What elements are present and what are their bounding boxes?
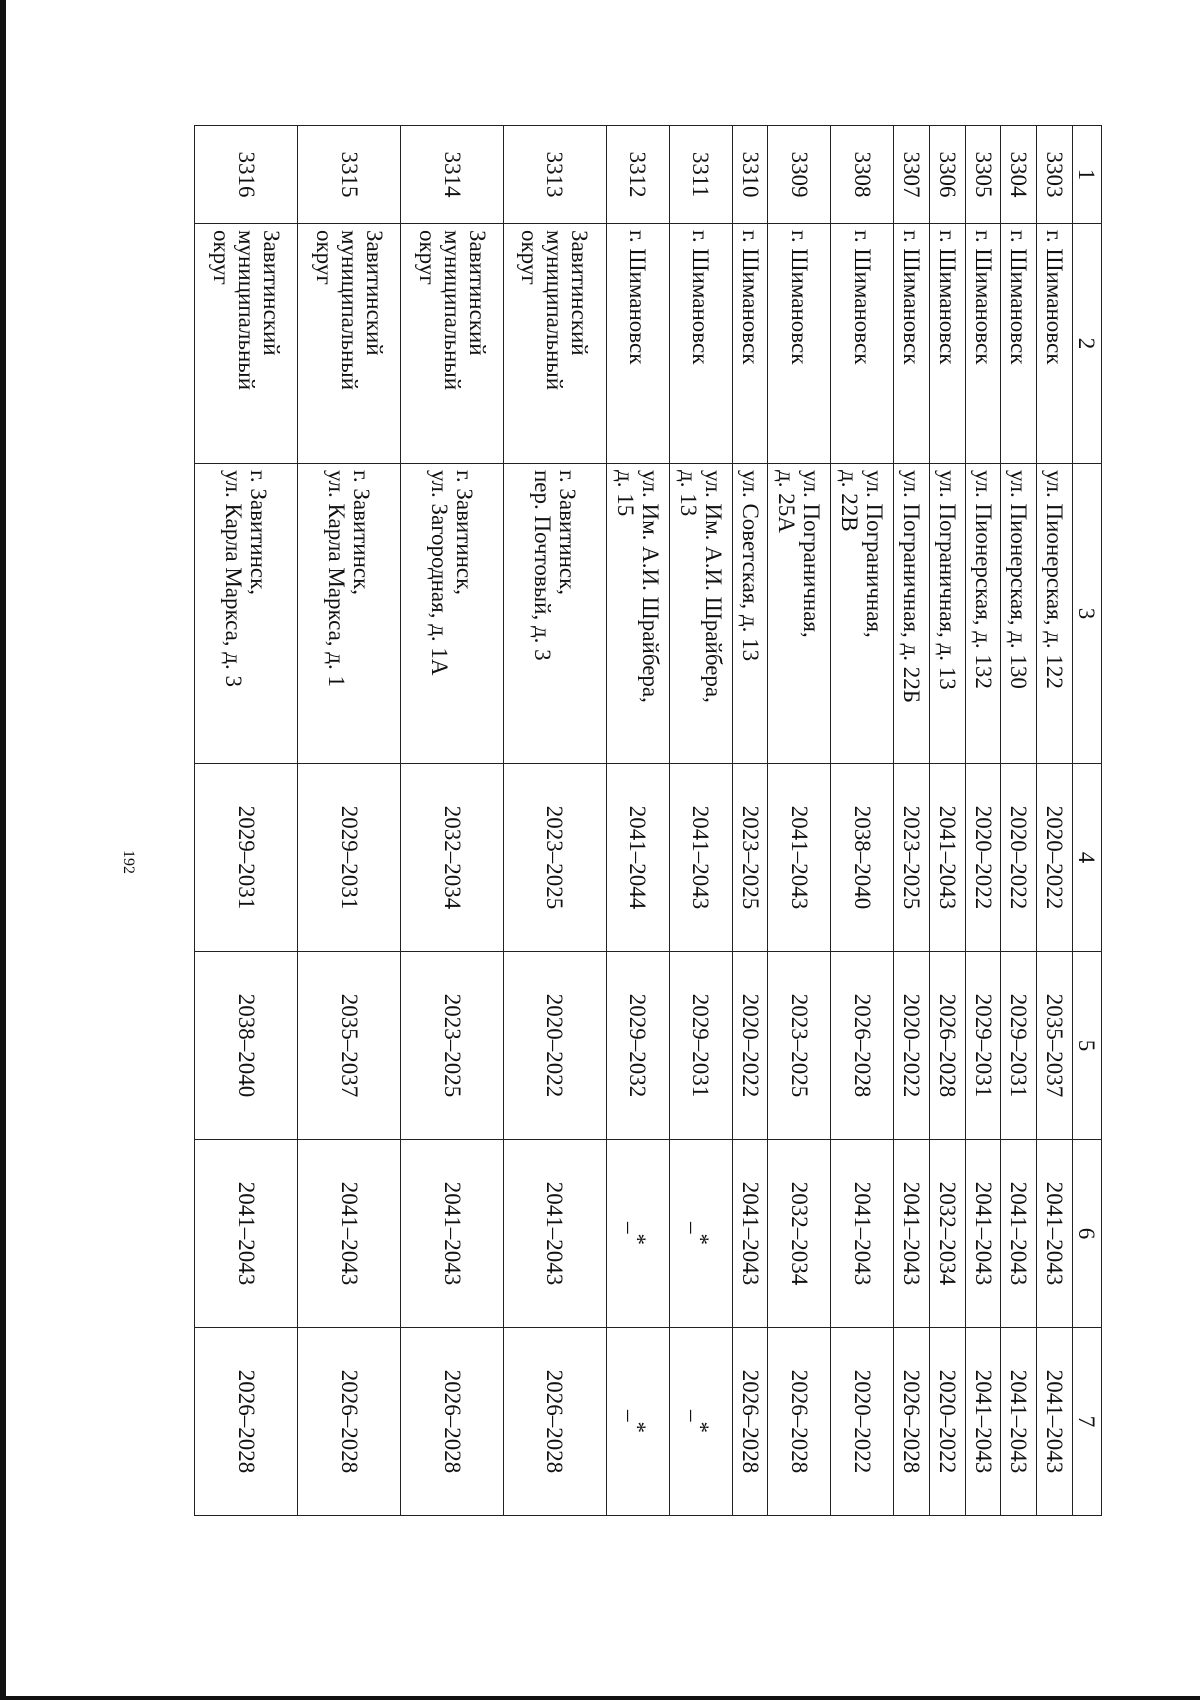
table-row: [929, 126, 965, 1516]
period-col-6: _*: [669, 1140, 732, 1328]
row-number: 3308: [831, 126, 894, 224]
address-line: д. 13: [675, 470, 701, 517]
address-cell: [768, 464, 831, 764]
municipality-line: муниципальный: [336, 230, 362, 391]
municipality-line: г. Шимановск: [849, 230, 875, 365]
municipality-line: г. Шимановск: [970, 230, 996, 365]
period-col-5: 2035–2037: [1037, 952, 1073, 1140]
period-col-5: 2020–2022: [894, 952, 930, 1140]
period-col-4: 2032–2034: [401, 764, 504, 952]
period-col-6: 2041–2043: [894, 1140, 930, 1328]
table-row: [298, 126, 401, 1516]
period-col-6: 2041–2043: [965, 1140, 1001, 1328]
address-line: ул. Им. А.И. Шрайбера,: [637, 470, 663, 703]
municipality-line: г. Шимановск: [625, 230, 651, 365]
period-col-6: 2041–2043: [1001, 1140, 1037, 1328]
period-col-7: 2041–2043: [1001, 1328, 1037, 1516]
municipality-line: округ: [517, 230, 543, 285]
period-col-7: 2026–2028: [768, 1328, 831, 1516]
table-row: [768, 126, 831, 1516]
row-number: 3316: [195, 126, 298, 224]
period-col-5: 2029–2031: [1001, 952, 1037, 1140]
period-col-7: 2026–2028: [894, 1328, 930, 1516]
period-col-6: 2041–2043: [195, 1140, 298, 1328]
table-row: [732, 126, 768, 1516]
period-col-6: 2041–2043: [401, 1140, 504, 1328]
period-col-5: 2023–2025: [401, 952, 504, 1140]
period-col-7: 2026–2028: [732, 1328, 768, 1516]
scan-bottom-border: [0, 1696, 1200, 1700]
address-line: ул. Карла Маркса, д. 1: [324, 470, 350, 688]
address-line: ул. Советская, д. 13: [737, 470, 763, 662]
row-number: 3314: [401, 126, 504, 224]
period-col-5: 2029–2031: [669, 952, 732, 1140]
period-col-7: 2026–2028: [298, 1328, 401, 1516]
row-number: 3304: [1001, 126, 1037, 224]
header-col-3: 3: [1073, 464, 1102, 764]
period-col-4: 2020–2022: [1001, 764, 1037, 952]
housing-repair-schedule-table: [194, 125, 1102, 1516]
period-col-6: 2041–2043: [1037, 1140, 1073, 1328]
municipality-cell: [606, 224, 669, 464]
address-line: ул. Пионерская, д. 132: [970, 470, 996, 689]
address-line: ул. Загородная, д. 1А: [427, 470, 453, 676]
row-number: 3306: [929, 126, 965, 224]
row-number: 3310: [732, 126, 768, 224]
period-col-4: 2020–2022: [965, 764, 1001, 952]
municipality-line: муниципальный: [233, 230, 259, 391]
row-number: 3315: [298, 126, 401, 224]
municipality-cell: [669, 224, 732, 464]
table-row: [831, 126, 894, 1516]
address-cell: [1037, 464, 1073, 764]
period-col-6: 2041–2043: [298, 1140, 401, 1328]
header-col-6: 6: [1073, 1140, 1102, 1328]
municipality-cell: [504, 224, 607, 464]
municipality-line: г. Шимановск: [1042, 230, 1068, 365]
period-col-4: 2029–2031: [195, 764, 298, 952]
address-cell: [401, 464, 504, 764]
period-col-4: 2041–2044: [606, 764, 669, 952]
address-cell: [894, 464, 930, 764]
period-col-5: 2029–2031: [965, 952, 1001, 1140]
period-col-6: _*: [606, 1140, 669, 1328]
address-cell: [195, 464, 298, 764]
municipality-line: г. Шимановск: [688, 230, 714, 365]
address-line: г. Завитинск,: [554, 470, 580, 596]
municipality-line: г. Шимановск: [899, 230, 925, 365]
row-number: 3307: [894, 126, 930, 224]
address-line: г. Завитинск,: [246, 470, 272, 596]
municipality-cell: [894, 224, 930, 464]
municipality-line: г. Шимановск: [1006, 230, 1032, 365]
period-col-7: 2026–2028: [504, 1328, 607, 1516]
municipality-line: округ: [414, 230, 440, 285]
address-cell: [831, 464, 894, 764]
municipality-cell: [1001, 224, 1037, 464]
period-col-5: 2020–2022: [732, 952, 768, 1140]
municipality-cell: [768, 224, 831, 464]
period-col-7: _*: [606, 1328, 669, 1516]
period-col-6: 2032–2034: [768, 1140, 831, 1328]
period-col-6: 2041–2043: [732, 1140, 768, 1328]
period-col-5: 2026–2028: [929, 952, 965, 1140]
municipality-cell: [1037, 224, 1073, 464]
address-cell: [929, 464, 965, 764]
municipality-line: Завитинский: [464, 230, 490, 356]
header-col-4: 4: [1073, 764, 1102, 952]
scan-left-border: [0, 0, 6, 1700]
address-cell: [965, 464, 1001, 764]
period-col-5: 2020–2022: [504, 952, 607, 1140]
period-col-6: 2041–2043: [831, 1140, 894, 1328]
address-line: ул. Пионерская, д. 122: [1042, 470, 1068, 689]
address-line: ул. Пограничная,: [799, 470, 825, 638]
period-col-7: 2026–2028: [401, 1328, 504, 1516]
period-col-6: 2032–2034: [929, 1140, 965, 1328]
period-col-5: 2029–2032: [606, 952, 669, 1140]
period-col-4: 2041–2043: [669, 764, 732, 952]
address-line: ул. Пограничная,: [862, 470, 888, 638]
municipality-line: г. Шимановск: [737, 230, 763, 365]
municipality-cell: [831, 224, 894, 464]
period-col-4: 2023–2025: [504, 764, 607, 952]
address-line: пер. Почтовый, д. 3: [529, 470, 555, 661]
period-col-4: 2041–2043: [929, 764, 965, 952]
table-row: [965, 126, 1001, 1516]
address-cell: [606, 464, 669, 764]
municipality-cell: [732, 224, 768, 464]
row-number: 3305: [965, 126, 1001, 224]
table-row: [1037, 126, 1073, 1516]
period-col-4: 2023–2025: [894, 764, 930, 952]
table-row: [195, 126, 298, 1516]
header-col-7: 7: [1073, 1328, 1102, 1516]
address-line: ул. Им. А.И. Шрайбера,: [700, 470, 726, 703]
address-line: ул. Пионерская, д. 130: [1006, 470, 1032, 689]
municipality-cell: [298, 224, 401, 464]
period-col-4: 2020–2022: [1037, 764, 1073, 952]
row-number: 3303: [1037, 126, 1073, 224]
period-col-4: 2029–2031: [298, 764, 401, 952]
table-row: [894, 126, 930, 1516]
period-col-7: 2041–2043: [965, 1328, 1001, 1516]
municipality-cell: [929, 224, 965, 464]
municipality-line: г. Шимановск: [786, 230, 812, 365]
municipality-line: округ: [208, 230, 234, 285]
period-col-4: 2041–2043: [768, 764, 831, 952]
municipality-line: Завитинский: [361, 230, 387, 356]
address-line: д. 25А: [774, 470, 800, 533]
period-col-7: 2020–2022: [831, 1328, 894, 1516]
table-row: [669, 126, 732, 1516]
address-line: ул. Карла Маркса, д. 3: [221, 470, 247, 688]
municipality-line: Завитинский: [258, 230, 284, 356]
period-col-7: 2020–2022: [929, 1328, 965, 1516]
municipality-cell: [965, 224, 1001, 464]
address-line: ул. Пограничная, д. 13: [934, 470, 960, 690]
table-row: [606, 126, 669, 1516]
period-col-7: 2026–2028: [195, 1328, 298, 1516]
period-col-5: 2023–2025: [768, 952, 831, 1140]
municipality-cell: [401, 224, 504, 464]
address-line: д. 22В: [837, 470, 863, 532]
row-number: 3311: [669, 126, 732, 224]
municipality-line: округ: [311, 230, 337, 285]
period-col-4: 2023–2025: [732, 764, 768, 952]
period-col-7: 2041–2043: [1037, 1328, 1073, 1516]
row-number: 3312: [606, 126, 669, 224]
municipality-line: муниципальный: [439, 230, 465, 391]
period-col-5: 2026–2028: [831, 952, 894, 1140]
table-row: [504, 126, 607, 1516]
address-cell: [669, 464, 732, 764]
period-col-4: 2038–2040: [831, 764, 894, 952]
header-col-2: 2: [1073, 224, 1102, 464]
address-cell: [298, 464, 401, 764]
municipality-line: Завитинский: [567, 230, 593, 356]
address-line: д. 15: [612, 470, 638, 517]
table-row: [401, 126, 504, 1516]
row-number: 3313: [504, 126, 607, 224]
page-number: 192: [120, 850, 137, 874]
municipality-line: г. Шимановск: [934, 230, 960, 365]
address-line: ул. Пограничная, д. 22Б: [899, 470, 925, 703]
header-col-1: 1: [1073, 126, 1102, 224]
period-col-7: _*: [669, 1328, 732, 1516]
address-line: г. Завитинск,: [349, 470, 375, 596]
address-line: г. Завитинск,: [452, 470, 478, 596]
municipality-cell: [195, 224, 298, 464]
rotated-table-container: [194, 125, 1102, 1515]
address-cell: [732, 464, 768, 764]
header-col-5: 5: [1073, 952, 1102, 1140]
header-row: [1073, 126, 1102, 1516]
period-col-5: 2038–2040: [195, 952, 298, 1140]
table-row: [1001, 126, 1037, 1516]
period-col-6: 2041–2043: [504, 1140, 607, 1328]
address-cell: [1001, 464, 1037, 764]
address-cell: [504, 464, 607, 764]
period-col-5: 2035–2037: [298, 952, 401, 1140]
municipality-line: муниципальный: [542, 230, 568, 391]
row-number: 3309: [768, 126, 831, 224]
